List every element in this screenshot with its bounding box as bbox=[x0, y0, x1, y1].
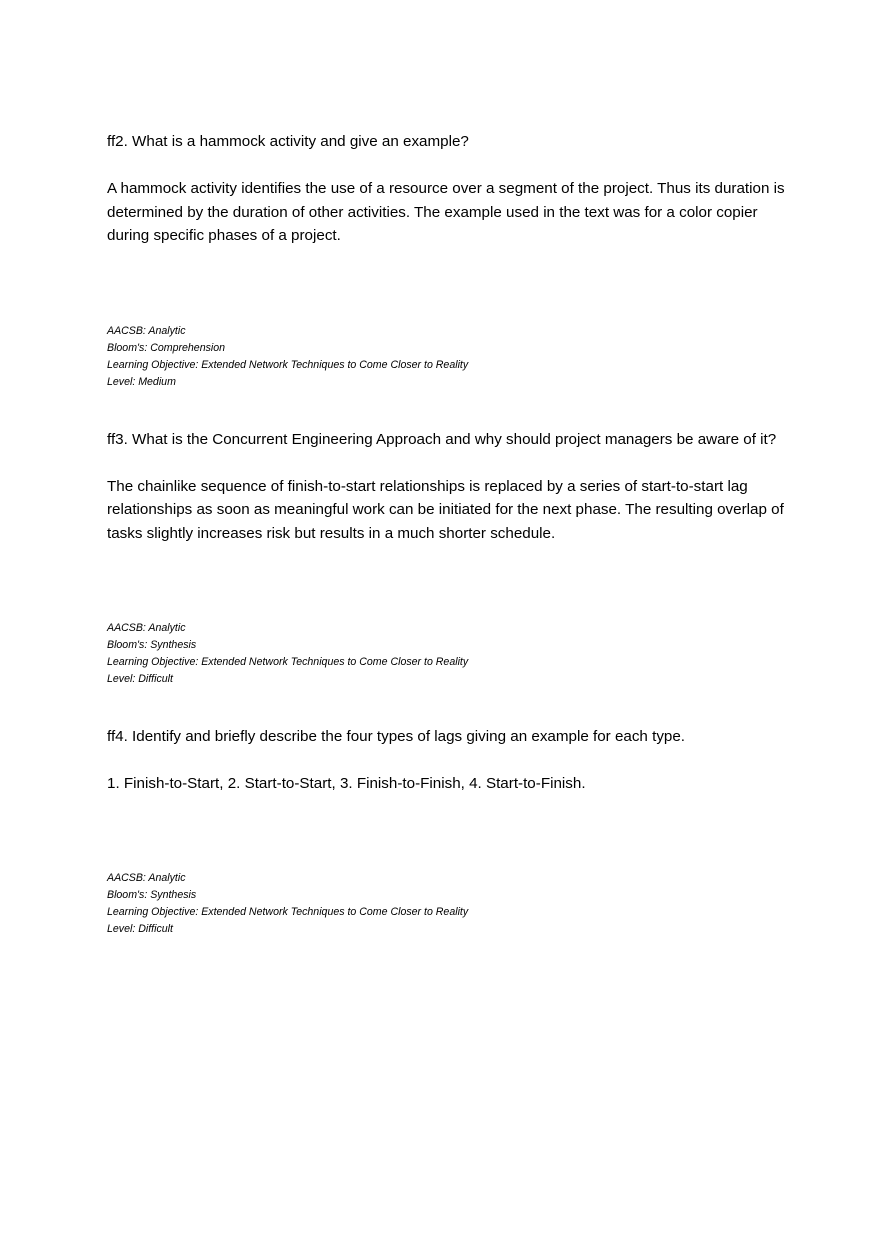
question-metadata bbox=[107, 323, 787, 391]
level-tag: Level: Difficult bbox=[107, 922, 173, 935]
answer-text: A hammock activity identifies the use of a resource over a segment of the project. Thus its duration is determined by the duration of other activities. The example used in the text was for a color copier during specific phases of a project. bbox=[107, 180, 785, 244]
blooms-tag: Bloom's: Comprehension bbox=[107, 341, 226, 354]
document-content bbox=[107, 131, 787, 938]
question-block bbox=[107, 131, 787, 391]
learning-objective-tag: Learning Objective: Extended Network Techniques to Come Closer to Reality bbox=[107, 905, 469, 918]
level-tag: Level: Medium bbox=[107, 375, 176, 388]
aacsb-tag: AACSB: Analytic bbox=[107, 871, 186, 884]
question-metadata bbox=[107, 870, 787, 938]
aacsb-tag: AACSB: Analytic bbox=[107, 622, 186, 634]
learning-objective-tag: Learning Objective: Extended Network Techniques to Come Closer to Reality bbox=[107, 358, 469, 371]
answer-text: 1. Finish-to-Start, 2. Start-to-Start, 3. Finish-to-Finish, 4. Start-to-Finish. bbox=[107, 775, 586, 792]
level-tag: Level: Difficult bbox=[107, 673, 173, 685]
blooms-tag: Bloom's: Synthesis bbox=[107, 888, 197, 901]
question-block bbox=[107, 429, 787, 689]
learning-objective-tag: Learning Objective: Extended Network Techniques to Come Closer to Reality bbox=[107, 656, 469, 668]
aacsb-tag: AACSB: Analytic bbox=[107, 324, 186, 337]
answer-text: The chainlike sequence of finish-to-start relationships is replaced by a series of start-to-start lag relationships as soon as meaningful work can be initiated for the next phase. The resulting overlap of tasks slightly increases risk but results in a much shorter schedule. bbox=[107, 477, 784, 542]
question-block bbox=[107, 726, 787, 938]
question-text: ff2. What is a hammock activity and give an example? bbox=[107, 133, 469, 150]
blooms-tag: Bloom's: Synthesis bbox=[107, 639, 197, 651]
question-metadata bbox=[107, 620, 787, 688]
question-text: ff3. What is the Concurrent Engineering Approach and why should project managers be aware of it? bbox=[107, 430, 777, 448]
question-text: ff4. Identify and briefly describe the four types of lags giving an example for each type. bbox=[107, 728, 686, 745]
